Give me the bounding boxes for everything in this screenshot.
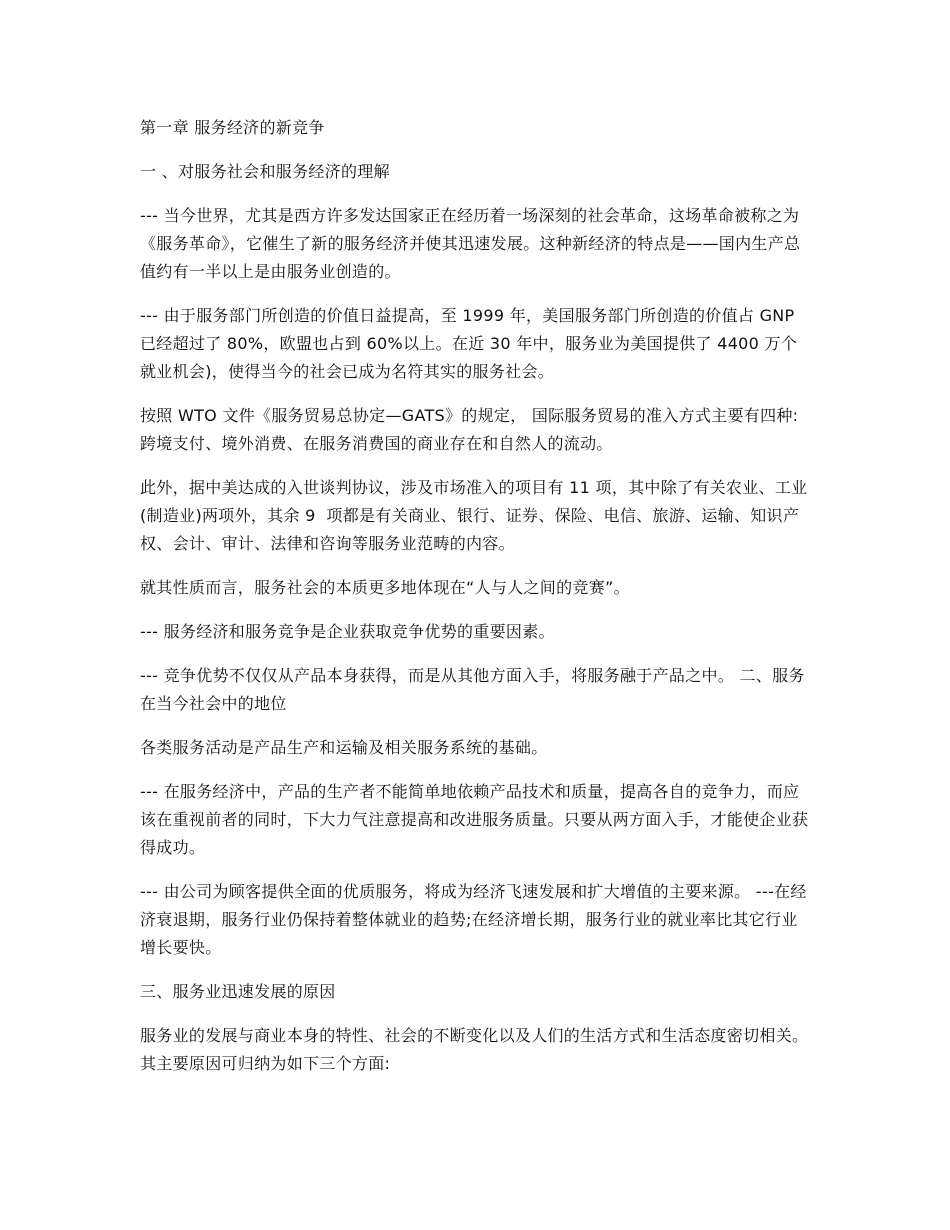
paragraph-6: --- 服务经济和服务竞争是企业获取竞争优势的重要因素。 <box>140 622 555 641</box>
paragraph-3: 按照 WTO 文件《服务贸易总协定—GATS》的规定， 国际服务贸易的准入方式主要有四种:跨境支付、境外消费、在服务消费国的商业存在和自然人的流动。 <box>140 406 799 453</box>
paragraph-10: --- 由公司为顾客提供全面的优质服务，将成为经济飞速发展和扩大增值的主要来源。 ---在经济衰退期，服务行业仍保持着整体就业的趋势;在经济增长期，服务行业的就业率比其它行业增长要快。 <box>140 882 807 957</box>
document-body <box>140 114 812 1094</box>
section-1-title: 一 、对服务社会和服务经济的理解 <box>140 162 390 181</box>
chapter-title: 第一章 服务经济的新竞争 <box>140 118 325 137</box>
paragraph-8: 各类服务活动是产品生产和运输及相关服务系统的基础。 <box>140 738 548 757</box>
paragraph-9: --- 在服务经济中，产品的生产者不能简单地依赖产品技术和质量，提高各自的竞争力，而应该在重视前者的同时，下大力气注意提高和改进服务质量。只要从两方面入手，才能使企业获得成功。 <box>140 782 809 857</box>
paragraph-11: 服务业的发展与商业本身的特性、社会的不断变化以及人们的生活方式和生活态度密切相关。其主要原因可归纳为如下三个方面: <box>140 1026 809 1073</box>
paragraph-4: 此外，据中美达成的入世谈判协议，涉及市场准入的项目有 11 项，其中除了有关农业、工业(制造业)两项外，其余 9 项都是有关商业、银行、证券、保险、电信、旅游、运输、知识产权、会计、审计、法律和咨询等服务业范畴的内容。 <box>140 478 808 553</box>
paragraph-5: 就其性质而言，服务社会的本质更多地体现在“人与人之间的竞赛”。 <box>140 578 630 597</box>
paragraph-7: --- 竞争优势不仅仅从产品本身获得，而是从其他方面入手，将服务融于产品之中。 二、服务在当今社会中的地位 <box>140 666 805 713</box>
paragraph-1: --- 当今世界，尤其是西方许多发达国家正在经历着一场深刻的社会革命，这场革命被称之为《服务革命》，它催生了新的服务经济并使其迅速发展。这种新经济的特点是——国内生产总值约有一半以上是由服务业创造的。 <box>140 206 801 281</box>
section-3-title: 三、服务业迅速发展的原因 <box>140 982 336 1001</box>
paragraph-2: --- 由于服务部门所创造的价值日益提高，至 1999 年，美国服务部门所创造的价值占 GNP 已经超过了 80%，欧盟也占到 60%以上。在近 30 年中，服务业为美国提供了 4400 万个就业机会)，使得当今的社会已成为名符其实的服务社会。 <box>140 306 800 381</box>
